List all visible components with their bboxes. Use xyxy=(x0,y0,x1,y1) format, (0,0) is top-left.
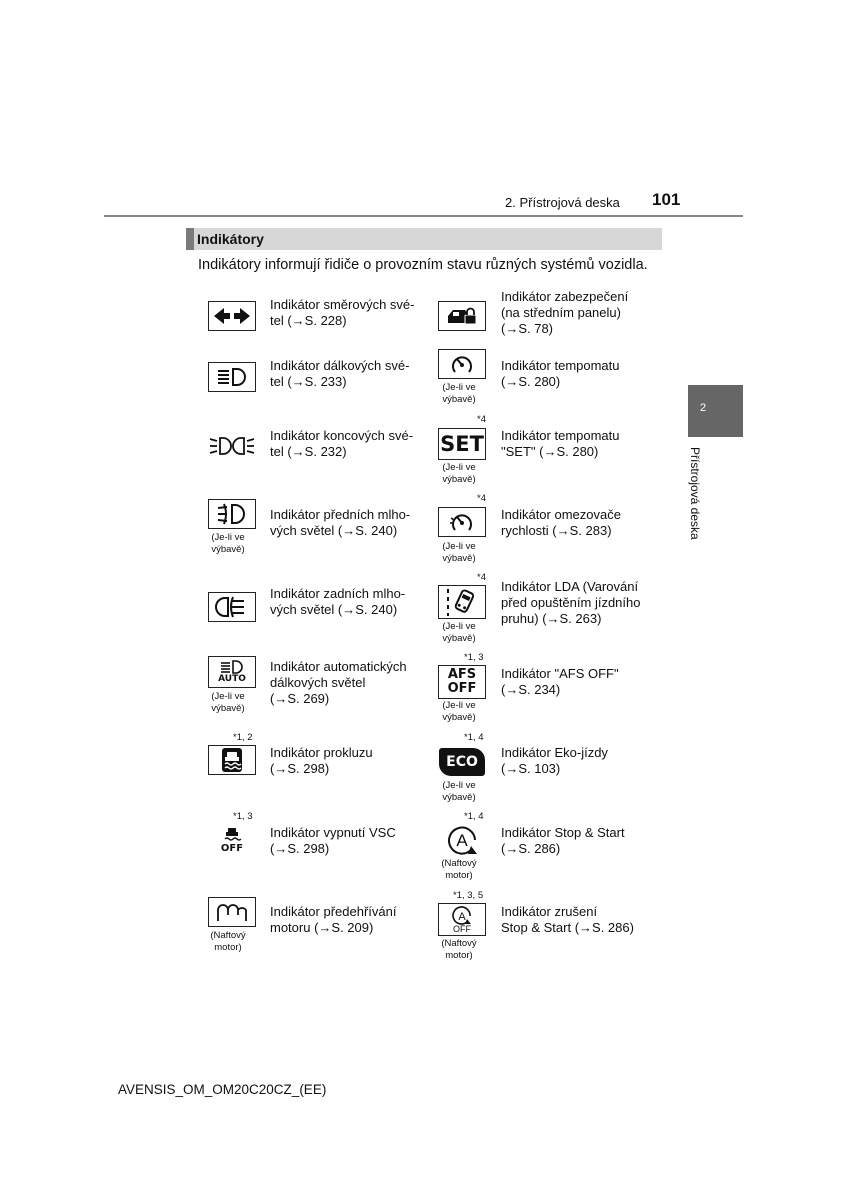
right-note-7: (Je-li ve výbavě) xyxy=(442,780,476,803)
left-star-8: *1, 3 xyxy=(233,811,253,822)
left-note-6: (Je-li ve výbavě) xyxy=(211,691,245,714)
left-desc-3: Indikátor koncových své- tel (→S. 232) xyxy=(270,428,414,459)
right-note-9: (Naftový motor) xyxy=(441,938,477,961)
right-desc-3: Indikátor tempomatu "SET" (→S. 280) xyxy=(501,428,620,459)
right-note-8: (Naftový motor) xyxy=(441,858,477,881)
vsc-off-label: OFF xyxy=(220,842,244,854)
stop-start-off-label: OFF xyxy=(453,924,471,934)
right-star-9: *1, 3, 5 xyxy=(453,890,484,901)
right-desc-7: Indikátor Eko-jízdy (→S. 103) xyxy=(501,745,608,776)
cruise-icon xyxy=(438,349,486,379)
right-note-6: (Je-li ve výbavě) xyxy=(442,700,476,723)
lda-icon xyxy=(438,585,486,619)
security-icon xyxy=(438,301,486,331)
right-desc-9: Indikátor zrušení Stop & Start (→S. 286) xyxy=(501,904,634,935)
chapter-number: 2 xyxy=(700,402,707,414)
tail-light-icon xyxy=(208,431,256,461)
right-desc-2: Indikátor tempomatu (→S. 280) xyxy=(501,358,620,389)
front-fog-icon xyxy=(208,499,256,529)
afs-off-label: OFF xyxy=(447,681,477,696)
svg-text:A: A xyxy=(458,911,466,923)
header-rule xyxy=(104,215,743,217)
right-desc-4: Indikátor omezovače rychlosti (→S. 283) xyxy=(501,507,621,538)
right-note-2: (Je-li ve výbavě) xyxy=(442,382,476,405)
stop-start-icon xyxy=(438,824,486,856)
vsc-off-icon xyxy=(208,824,256,856)
section-accent xyxy=(186,228,194,250)
left-desc-6: Indikátor automatických dálkových světel (→S. 269) xyxy=(270,659,407,706)
right-note-3: (Je-li ve výbavě) xyxy=(442,462,476,485)
left-desc-5: Indikátor zadních mlho- vých světel (→S. 240) xyxy=(270,586,406,617)
stop-start-off-icon xyxy=(438,903,486,936)
auto-high-beam-icon xyxy=(208,656,256,688)
right-star-4: *4 xyxy=(477,493,486,504)
section-title: Indikátory xyxy=(197,231,264,247)
afs-off-icon xyxy=(438,665,486,699)
right-star-5: *4 xyxy=(477,572,486,583)
right-desc-5: Indikátor LDA (Varování před opuštěním jízdního pruhu) (→S. 263) xyxy=(501,579,641,626)
set-label: SET xyxy=(440,432,484,456)
left-desc-7: Indikátor prokluzu (→S. 298) xyxy=(270,745,373,776)
rear-fog-icon xyxy=(208,592,256,622)
section-intro: Indikátory informují řidiče o provozním stavu různých systémů vozidla. xyxy=(198,257,648,273)
slip-icon xyxy=(208,745,256,775)
chapter-tab xyxy=(688,385,743,437)
left-desc-2: Indikátor dálkových své- tel (→S. 233) xyxy=(270,358,410,389)
left-note-4: (Je-li ve výbavě) xyxy=(211,532,245,555)
chapter-label: Přístrojová deska xyxy=(688,447,702,540)
left-desc-1: Indikátor směrových své- tel (→S. 228) xyxy=(270,297,415,328)
right-desc-8: Indikátor Stop & Start (→S. 286) xyxy=(501,825,625,856)
running-header-section: 2. Přístrojová deska xyxy=(505,195,620,210)
glow-plug-icon xyxy=(208,897,256,927)
right-desc-1: Indikátor zabezpečení (na středním panelu) (→S. 78) xyxy=(501,289,629,336)
right-star-3: *4 xyxy=(477,414,486,425)
turn-signal-icon xyxy=(208,301,256,331)
right-desc-6: Indikátor "AFS OFF" (→S. 234) xyxy=(501,666,619,697)
left-star-7: *1, 2 xyxy=(233,732,253,743)
left-note-9: (Naftový motor) xyxy=(210,930,246,953)
high-beam-icon xyxy=(208,362,256,392)
section-title-bar xyxy=(186,228,662,250)
eco-badge xyxy=(439,748,485,776)
page-number: 101 xyxy=(652,190,681,209)
right-star-6: *1, 3 xyxy=(464,652,484,663)
auto-label: AUTO xyxy=(218,674,246,684)
eco-label: ECO xyxy=(446,754,478,770)
right-note-4: (Je-li ve výbavě) xyxy=(442,541,476,564)
right-star-8: *1, 4 xyxy=(464,811,484,822)
eco-icon xyxy=(438,746,486,778)
left-desc-4: Indikátor předních mlho- vých světel (→S. 240) xyxy=(270,507,411,538)
set-icon xyxy=(438,428,486,460)
right-star-7: *1, 4 xyxy=(464,732,484,743)
speed-limiter-icon xyxy=(438,507,486,537)
afs-label: AFS xyxy=(447,667,477,682)
left-desc-8: Indikátor vypnutí VSC (→S. 298) xyxy=(270,825,396,856)
svg-text:A: A xyxy=(456,831,468,850)
footer-doc-code: AVENSIS_OM_OM20C20CZ_(EE) xyxy=(118,1082,327,1097)
left-desc-9: Indikátor předehřívání motoru (→S. 209) xyxy=(270,904,397,935)
right-note-5: (Je-li ve výbavě) xyxy=(442,621,476,644)
